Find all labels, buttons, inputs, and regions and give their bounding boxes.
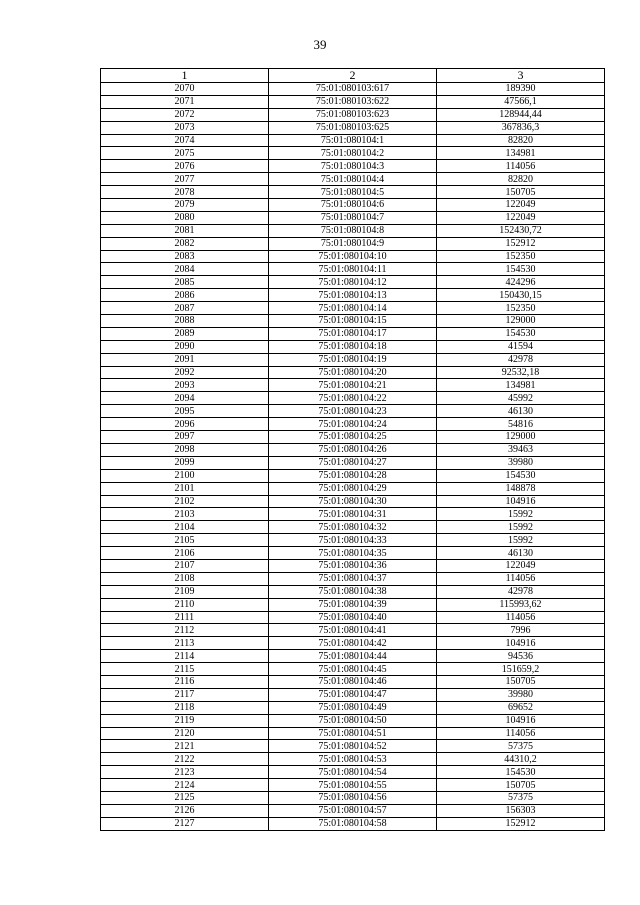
row-number-cell: 2090: [101, 340, 269, 353]
table-row: [101, 727, 605, 740]
value-cell: 69652: [437, 701, 605, 714]
value-cell: 94536: [437, 650, 605, 663]
value-cell: 115993,62: [437, 598, 605, 611]
table-row: [101, 418, 605, 431]
cadastral-number-cell: 75:01:080104:13: [269, 289, 437, 302]
cadastral-number-cell: 75:01:080104:3: [269, 160, 437, 173]
value-cell: 154530: [437, 469, 605, 482]
value-cell: 150705: [437, 186, 605, 199]
value-cell: 44310,2: [437, 753, 605, 766]
row-number-cell: 2105: [101, 534, 269, 547]
table-row: [101, 779, 605, 792]
page-number: 39: [313, 37, 327, 52]
table-row: [101, 688, 605, 701]
value-cell: 104916: [437, 714, 605, 727]
table-row: [101, 224, 605, 237]
row-number-cell: 2084: [101, 263, 269, 276]
table-row: [101, 211, 605, 224]
table-row: [101, 83, 605, 96]
cadastral-number-cell: 75:01:080104:42: [269, 637, 437, 650]
row-number-cell: 2101: [101, 482, 269, 495]
row-number-cell: 2091: [101, 353, 269, 366]
table-row: [101, 186, 605, 199]
row-number-cell: 2102: [101, 495, 269, 508]
row-number-cell: 2097: [101, 431, 269, 444]
value-cell: 152912: [437, 817, 605, 830]
row-number-cell: 2107: [101, 559, 269, 572]
cadastral-number-cell: 75:01:080104:31: [269, 508, 437, 521]
table-row: [101, 147, 605, 160]
cadastral-number-cell: 75:01:080104:23: [269, 405, 437, 418]
row-number-cell: 2123: [101, 766, 269, 779]
cadastral-number-cell: 75:01:080104:49: [269, 701, 437, 714]
row-number-cell: 2120: [101, 727, 269, 740]
row-number-cell: 2114: [101, 650, 269, 663]
table-row: [101, 701, 605, 714]
table-row: [101, 469, 605, 482]
row-number-cell: 2124: [101, 779, 269, 792]
row-number-cell: 2127: [101, 817, 269, 830]
table-row: [101, 431, 605, 444]
row-number-cell: 2079: [101, 199, 269, 212]
cadastral-value-table: [100, 68, 605, 831]
row-number-cell: 2072: [101, 108, 269, 121]
cadastral-number-cell: 75:01:080104:30: [269, 495, 437, 508]
value-cell: 367836,3: [437, 121, 605, 134]
row-number-cell: 2093: [101, 379, 269, 392]
table-row: [101, 289, 605, 302]
table-row: [101, 108, 605, 121]
table-row: [101, 443, 605, 456]
row-number-cell: 2099: [101, 456, 269, 469]
value-cell: 46130: [437, 547, 605, 560]
cadastral-number-cell: 75:01:080104:17: [269, 327, 437, 340]
table-row: [101, 315, 605, 328]
row-number-cell: 2078: [101, 186, 269, 199]
row-number-cell: 2088: [101, 315, 269, 328]
table-row: [101, 160, 605, 173]
table-row: [101, 276, 605, 289]
table-row: [101, 675, 605, 688]
table-row: [101, 663, 605, 676]
table-row: [101, 302, 605, 315]
cadastral-number-cell: 75:01:080104:51: [269, 727, 437, 740]
table-row: [101, 456, 605, 469]
value-cell: 15992: [437, 508, 605, 521]
column-header-2: 2: [269, 69, 437, 83]
cadastral-number-cell: 75:01:080104:45: [269, 663, 437, 676]
row-number-cell: 2076: [101, 160, 269, 173]
cadastral-number-cell: 75:01:080104:35: [269, 547, 437, 560]
cadastral-number-cell: 75:01:080104:55: [269, 779, 437, 792]
table-row: [101, 405, 605, 418]
cadastral-number-cell: 75:01:080104:54: [269, 766, 437, 779]
row-number-cell: 2081: [101, 224, 269, 237]
cadastral-number-cell: 75:01:080104:29: [269, 482, 437, 495]
value-cell: 39463: [437, 443, 605, 456]
cadastral-number-cell: 75:01:080104:36: [269, 559, 437, 572]
row-number-cell: 2083: [101, 250, 269, 263]
row-number-cell: 2082: [101, 237, 269, 250]
row-number-cell: 2070: [101, 83, 269, 96]
row-number-cell: 2071: [101, 95, 269, 108]
row-number-cell: 2122: [101, 753, 269, 766]
row-number-cell: 2075: [101, 147, 269, 160]
cadastral-number-cell: 75:01:080104:24: [269, 418, 437, 431]
cadastral-number-cell: 75:01:080104:46: [269, 675, 437, 688]
column-header-3: 3: [437, 69, 605, 83]
row-number-cell: 2121: [101, 740, 269, 753]
row-number-cell: 2111: [101, 611, 269, 624]
cadastral-number-cell: 75:01:080104:15: [269, 315, 437, 328]
row-number-cell: 2109: [101, 585, 269, 598]
value-cell: 114056: [437, 611, 605, 624]
cadastral-number-cell: 75:01:080104:32: [269, 521, 437, 534]
cadastral-number-cell: 75:01:080104:9: [269, 237, 437, 250]
table-row: [101, 534, 605, 547]
value-cell: 42978: [437, 353, 605, 366]
value-cell: 104916: [437, 495, 605, 508]
cadastral-number-cell: 75:01:080104:6: [269, 199, 437, 212]
value-cell: 15992: [437, 521, 605, 534]
table-row: [101, 624, 605, 637]
row-number-cell: 2112: [101, 624, 269, 637]
row-number-cell: 2106: [101, 547, 269, 560]
row-number-cell: 2119: [101, 714, 269, 727]
row-number-cell: 2116: [101, 675, 269, 688]
table-row: [101, 585, 605, 598]
row-number-cell: 2092: [101, 366, 269, 379]
value-cell: 122049: [437, 559, 605, 572]
cadastral-number-cell: 75:01:080104:7: [269, 211, 437, 224]
row-number-cell: 2074: [101, 134, 269, 147]
table-row: [101, 521, 605, 534]
row-number-cell: 2113: [101, 637, 269, 650]
cadastral-number-cell: 75:01:080104:18: [269, 340, 437, 353]
cadastral-number-cell: 75:01:080104:40: [269, 611, 437, 624]
value-cell: 57375: [437, 791, 605, 804]
value-cell: 424296: [437, 276, 605, 289]
row-number-cell: 2104: [101, 521, 269, 534]
cadastral-number-cell: 75:01:080104:19: [269, 353, 437, 366]
row-number-cell: 2095: [101, 405, 269, 418]
row-number-cell: 2085: [101, 276, 269, 289]
value-cell: 152912: [437, 237, 605, 250]
value-cell: 150705: [437, 779, 605, 792]
value-cell: 129000: [437, 431, 605, 444]
row-number-cell: 2073: [101, 121, 269, 134]
row-number-cell: 2100: [101, 469, 269, 482]
cadastral-number-cell: 75:01:080104:8: [269, 224, 437, 237]
table-row: [101, 791, 605, 804]
row-number-cell: 2117: [101, 688, 269, 701]
cadastral-number-cell: 75:01:080104:41: [269, 624, 437, 637]
cadastral-number-cell: 75:01:080104:52: [269, 740, 437, 753]
value-cell: 92532,18: [437, 366, 605, 379]
table-row: [101, 740, 605, 753]
table-row: [101, 817, 605, 830]
value-cell: 129000: [437, 315, 605, 328]
table-row: [101, 753, 605, 766]
row-number-cell: 2110: [101, 598, 269, 611]
table-row: [101, 95, 605, 108]
cadastral-number-cell: 75:01:080104:27: [269, 456, 437, 469]
value-cell: 154530: [437, 766, 605, 779]
value-cell: 148878: [437, 482, 605, 495]
table-row: [101, 327, 605, 340]
value-cell: 46130: [437, 405, 605, 418]
cadastral-number-cell: 75:01:080104:57: [269, 804, 437, 817]
value-cell: 151659,2: [437, 663, 605, 676]
table-row: [101, 598, 605, 611]
cadastral-number-cell: 75:01:080104:11: [269, 263, 437, 276]
table-row: [101, 637, 605, 650]
table-header: [101, 69, 605, 83]
value-cell: 114056: [437, 160, 605, 173]
value-cell: 189390: [437, 83, 605, 96]
table-body: [101, 83, 605, 831]
cadastral-number-cell: 75:01:080104:39: [269, 598, 437, 611]
table-row: [101, 714, 605, 727]
value-cell: 152350: [437, 250, 605, 263]
value-cell: 45992: [437, 392, 605, 405]
cadastral-number-cell: 75:01:080103:623: [269, 108, 437, 121]
value-cell: 82820: [437, 173, 605, 186]
table-row: [101, 340, 605, 353]
cadastral-number-cell: 75:01:080103:617: [269, 83, 437, 96]
cadastral-number-cell: 75:01:080104:20: [269, 366, 437, 379]
table-row: [101, 237, 605, 250]
value-cell: 15992: [437, 534, 605, 547]
table-row: [101, 508, 605, 521]
table-row: [101, 379, 605, 392]
value-cell: 156303: [437, 804, 605, 817]
cadastral-number-cell: 75:01:080104:4: [269, 173, 437, 186]
value-cell: 41594: [437, 340, 605, 353]
table-row: [101, 495, 605, 508]
value-cell: 134981: [437, 147, 605, 160]
table-row: [101, 353, 605, 366]
row-number-cell: 2115: [101, 663, 269, 676]
table-row: [101, 650, 605, 663]
value-cell: 154530: [437, 263, 605, 276]
table-row: [101, 392, 605, 405]
value-cell: 39980: [437, 688, 605, 701]
cadastral-number-cell: 75:01:080104:58: [269, 817, 437, 830]
cadastral-number-cell: 75:01:080104:50: [269, 714, 437, 727]
value-cell: 54816: [437, 418, 605, 431]
table-row: [101, 134, 605, 147]
table-row: [101, 547, 605, 560]
table-row: [101, 121, 605, 134]
table-row: [101, 804, 605, 817]
value-cell: 47566,1: [437, 95, 605, 108]
cadastral-number-cell: 75:01:080104:5: [269, 186, 437, 199]
table-row: [101, 766, 605, 779]
table-row: [101, 250, 605, 263]
value-cell: 39980: [437, 456, 605, 469]
cadastral-number-cell: 75:01:080104:37: [269, 572, 437, 585]
cadastral-number-cell: 75:01:080104:25: [269, 431, 437, 444]
row-number-cell: 2077: [101, 173, 269, 186]
column-header-1: 1: [101, 69, 269, 83]
value-cell: 114056: [437, 727, 605, 740]
value-cell: 57375: [437, 740, 605, 753]
row-number-cell: 2089: [101, 327, 269, 340]
cadastral-number-cell: 75:01:080104:22: [269, 392, 437, 405]
value-cell: 104916: [437, 637, 605, 650]
value-cell: 7996: [437, 624, 605, 637]
cadastral-number-cell: 75:01:080104:53: [269, 753, 437, 766]
cadastral-number-cell: 75:01:080104:14: [269, 302, 437, 315]
row-number-cell: 2087: [101, 302, 269, 315]
row-number-cell: 2096: [101, 418, 269, 431]
cadastral-number-cell: 75:01:080103:622: [269, 95, 437, 108]
cadastral-number-cell: 75:01:080104:10: [269, 250, 437, 263]
table-row: [101, 199, 605, 212]
cadastral-number-cell: 75:01:080103:625: [269, 121, 437, 134]
row-number-cell: 2080: [101, 211, 269, 224]
value-cell: 150430,15: [437, 289, 605, 302]
value-cell: 152430,72: [437, 224, 605, 237]
cadastral-number-cell: 75:01:080104:28: [269, 469, 437, 482]
cadastral-number-cell: 75:01:080104:1: [269, 134, 437, 147]
cadastral-number-cell: 75:01:080104:44: [269, 650, 437, 663]
table-row: [101, 611, 605, 624]
value-cell: 150705: [437, 675, 605, 688]
table-row: [101, 482, 605, 495]
row-number-cell: 2086: [101, 289, 269, 302]
row-number-cell: 2103: [101, 508, 269, 521]
cadastral-number-cell: 75:01:080104:12: [269, 276, 437, 289]
value-cell: 152350: [437, 302, 605, 315]
value-cell: 122049: [437, 199, 605, 212]
value-cell: 134981: [437, 379, 605, 392]
table-row: [101, 559, 605, 572]
cadastral-number-cell: 75:01:080104:56: [269, 791, 437, 804]
row-number-cell: 2118: [101, 701, 269, 714]
cadastral-number-cell: 75:01:080104:26: [269, 443, 437, 456]
row-number-cell: 2098: [101, 443, 269, 456]
value-cell: 128944,44: [437, 108, 605, 121]
row-number-cell: 2094: [101, 392, 269, 405]
value-cell: 154530: [437, 327, 605, 340]
value-cell: 82820: [437, 134, 605, 147]
value-cell: 42978: [437, 585, 605, 598]
row-number-cell: 2126: [101, 804, 269, 817]
cadastral-number-cell: 75:01:080104:21: [269, 379, 437, 392]
table-row: [101, 173, 605, 186]
cadastral-number-cell: 75:01:080104:38: [269, 585, 437, 598]
cadastral-number-cell: 75:01:080104:47: [269, 688, 437, 701]
value-cell: 114056: [437, 572, 605, 585]
table-row: [101, 263, 605, 276]
row-number-cell: 2108: [101, 572, 269, 585]
table-row: [101, 572, 605, 585]
table-row: [101, 366, 605, 379]
cadastral-number-cell: 75:01:080104:2: [269, 147, 437, 160]
row-number-cell: 2125: [101, 791, 269, 804]
cadastral-number-cell: 75:01:080104:33: [269, 534, 437, 547]
table-header-row: [101, 69, 605, 83]
value-cell: 122049: [437, 211, 605, 224]
